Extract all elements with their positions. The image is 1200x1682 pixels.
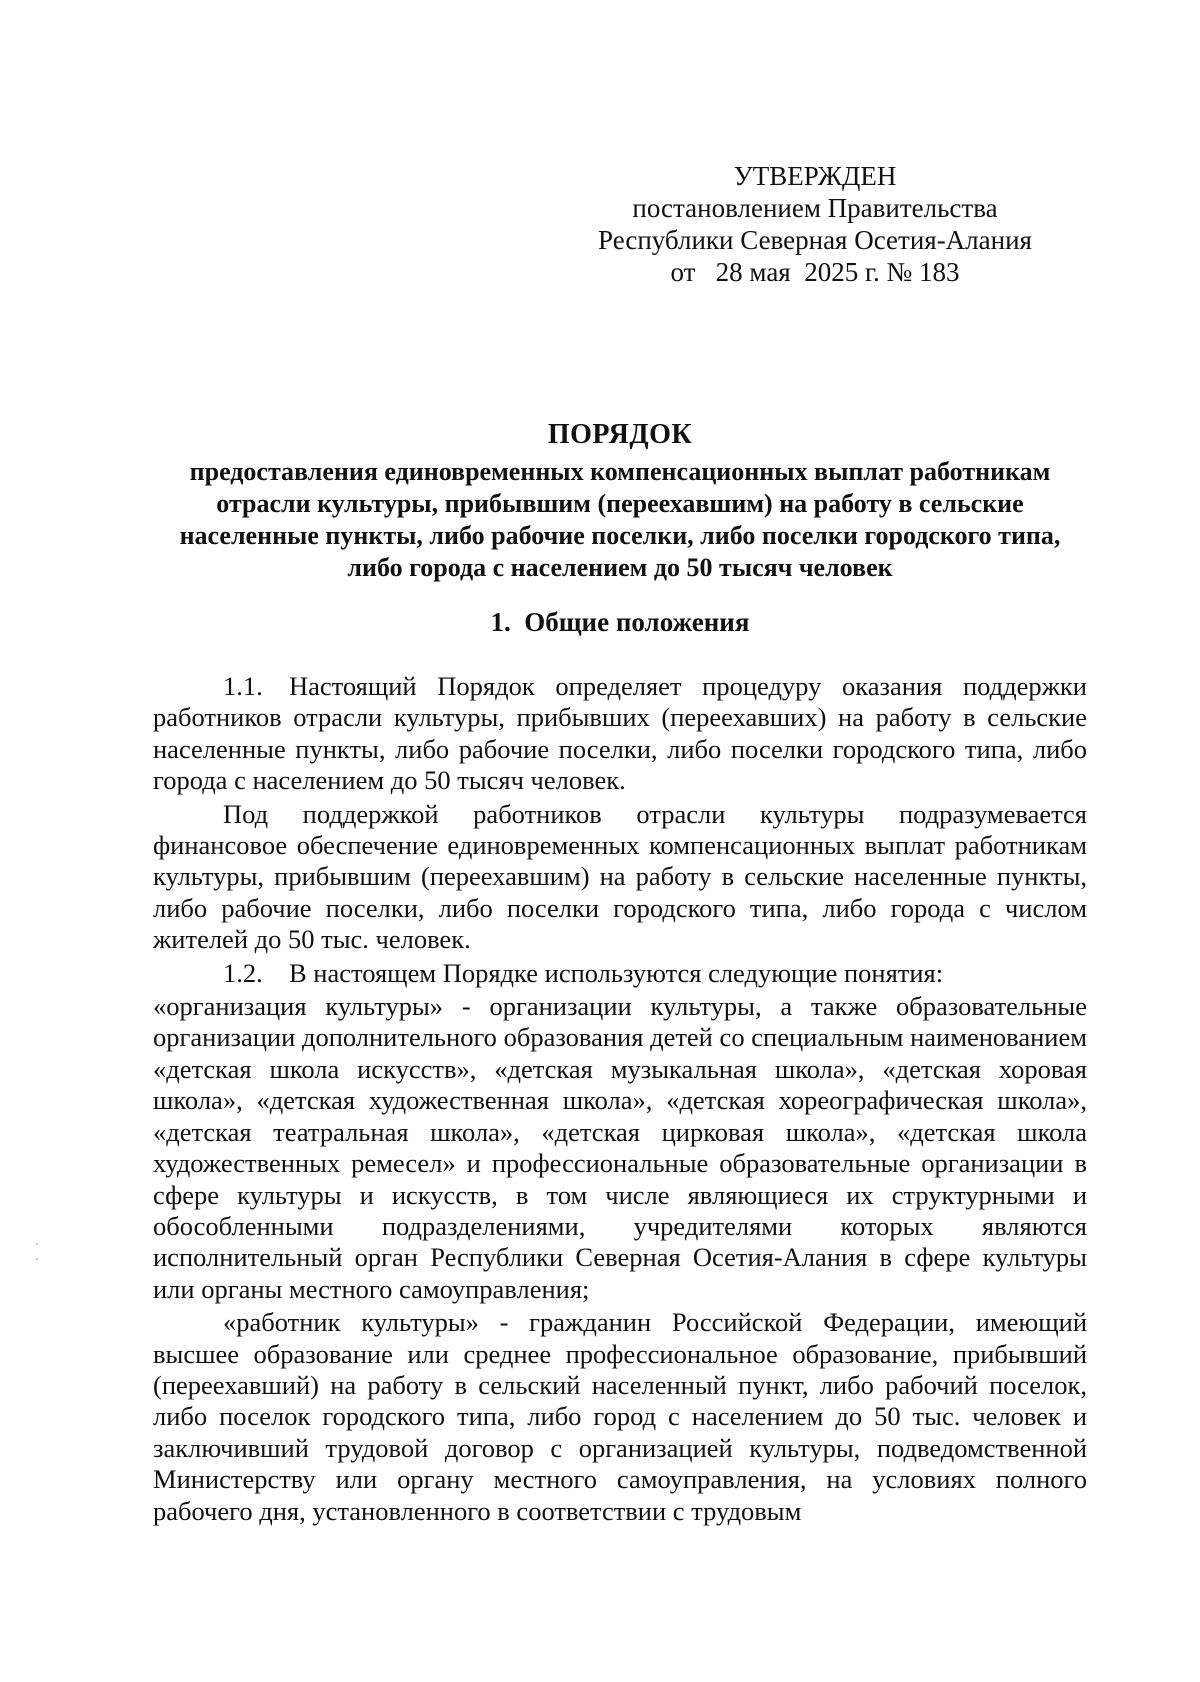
scan-speck [36, 1243, 38, 1245]
approval-line-resolution: постановлением Правительства [632, 193, 998, 223]
paragraph-text: «работник культуры» - гражданин Российской Федерации, имеющий высшее образование или среднее профессиональное образование, прибывший (переехавший) на работу в сельский населенный пункт, либо рабочий поселок, либо поселок городского типа, либо город с населением до 50 тыс. человек и заключивший трудовой договор с организацией культуры, подведомственной Министерству или органу местного самоуправления, на условиях полного рабочего дня, установленного в соответствии с трудовым [153, 1307, 1087, 1526]
paragraph-1-1 [153, 671, 1087, 797]
paragraph-text: «организация культуры» - организации культуры, а также образовательные организации дополнительного образования детей со специальным наименованием «детская школа искусств», «детская музыкальная школа», «детская хоровая школа», «детская художественная школа», «детская хореографическая школа», «детская театральная школа», «детская цирковая школа», «детская школа художественных ремесел» и профессиональные образовательные организации в сфере культуры и искусств, в том числе являющиеся их структурными и обособленными подразделениями, учредителями которых являются исполнительный орган Республики Северная Осетия-Алания в сфере культуры или органы местного самоуправления; [153, 991, 1087, 1304]
paragraph-text: Настоящий Порядок определяет процедуру оказания поддержки работников отрасли культуры, прибывших (переехавших) на работу в сельские населенные пункты, либо рабочие поселки, либо поселки городского типа, либо города с населением до 50 тысяч человек. [153, 671, 1087, 796]
document-title: ПОРЯДОК [547, 419, 693, 450]
scan-speck [36, 1258, 38, 1260]
paragraph-text: Под поддержкой работников отрасли культуры подразумевается финансовое обеспечение единовременных компенсационных выплат работникам культуры, прибывшим (переехавшим) на работу в сельские населенные пункты, либо рабочие поселки, либо поселки городского типа, либо города с числом жителей до 50 тыс. человек. [153, 798, 1087, 955]
document-title-block [150, 418, 1090, 584]
approval-stamp-block [580, 160, 1050, 288]
approval-line-date-number: от 28 мая 2025 г. № 183 [670, 257, 960, 287]
clause-number: 1.2. [223, 957, 263, 988]
paragraph-culture-worker [153, 1307, 1087, 1527]
approval-heading: УТВЕРЖДЕН [733, 161, 897, 191]
section-heading-general: 1. Общие положения [490, 607, 750, 637]
paragraph-support-definition [153, 799, 1087, 956]
paragraph-1-2 [153, 958, 1087, 989]
approval-line-republic: Республики Северная Осетия-Алания [598, 225, 1032, 255]
paragraph-text: В настоящем Порядке используются следующие понятия: [289, 957, 944, 988]
document-body [153, 671, 1087, 1529]
clause-number: 1.1. [223, 671, 263, 701]
document-subtitle: предоставления единовременных компенсационных выплат работникам отрасли культуры, прибывшим (переехавшим) на работу в сельские населенные пункты, либо рабочие поселки, либо поселки городского типа, либо города с населением до 50 тысяч человек [179, 457, 1061, 582]
paragraph-culture-organization [153, 991, 1087, 1305]
